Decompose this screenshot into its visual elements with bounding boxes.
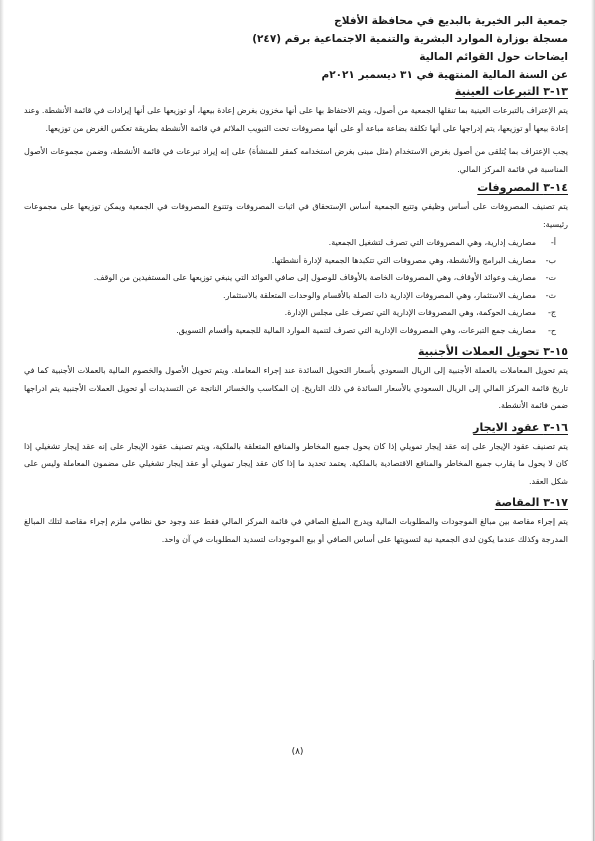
section-heading: ١٦-٣ عقود الايجار <box>473 420 568 434</box>
list-marker: ب- <box>545 255 556 265</box>
section-offsetting <box>24 494 568 548</box>
section-paragraph: يتم تصنيف عقود الإيجار على إنه عقد إيجار تمويلي إذا كان يحول جميع المخاطر والمنافع المتعلقة بالملكية، ويتم تصنيف عقود الإيجار على إنه عقد إيجار تشغيلي إذا كان لا يحول ما يقارب جميع المخاطر والمنافع الاقتصادية بالملكية. يعتمد تحديد ما إذا كان عقد إيجار تمويلي أو عقد إيجار تشغيلي على مضمون المعاملة وليس على شكل العقد. <box>24 441 568 486</box>
report-title: ايضاحات حول القوائم المالية <box>419 51 568 63</box>
page-left-edge <box>0 0 4 841</box>
list-item-text: مصاريف الحوكمة، وهي المصروفات الإدارية التي تصرف على مجلس الإدارة. <box>284 308 536 317</box>
list-item-text: مصاريف البرامج والأنشطة، وهي مصروفات التي تتكبدها الجمعية لإدارة أنشطتها. <box>271 255 536 265</box>
section-heading: ١٤-٣ المصروفات <box>477 181 568 194</box>
document-header <box>28 12 568 84</box>
list-marker: ث- <box>545 290 556 300</box>
section-heading: ١٣-٣ التبرعات العينية <box>454 85 568 98</box>
list-item <box>24 234 568 252</box>
section-paragraph: يتم تحويل المعاملات بالعملة الأجنبية إلى الريال السعودي بأسعار التحويل السائدة عند إجراء المعاملة. ويتم تحويل الأصول والخصوم المالية بالعملات الأجنبية كما في تاريخ قائمة المركز المالي إلى الريال السعودي بالأسعار السائدة في ذلك التاريخ. إن المكاسب والخسائر الناتجة عن التسديدات أو تحويل العملات الأجنبية يتم ادراجها ضمن قائمة الأنشطة. <box>24 366 568 410</box>
list-item <box>24 269 568 287</box>
expense-categories-list <box>24 234 568 339</box>
section-leases <box>24 419 568 491</box>
registration-line: مسجلة بوزارة الموارد البشرية والتنمية الاجتماعية برقم (٢٤٧) <box>252 33 568 45</box>
section-heading: ١٧-٣ المقاصة <box>494 496 568 509</box>
list-item-text: مصاريف وعوائد الأوقاف، وهي المصروفات الخاصة بالأوقاف للوصول إلى صافي العوائد التي ينبغي توزيعها على المستفيدين من الوقف. <box>93 273 536 282</box>
section-paragraph: يتم تصنيف المصروفات على أساس وظيفي وتتبع الجمعية أساس الإستحقاق في اثبات المصروفات وتتنوع المصروفات في الجمعية ويمكن توزيعها على مجموعات رئيسية: <box>24 202 568 229</box>
list-item <box>24 287 568 305</box>
list-marker: ج- <box>547 308 556 317</box>
page-number: (٨) <box>291 747 304 757</box>
document-body <box>24 83 568 548</box>
list-item-text: مصاريف جمع التبرعات، وهي المصروفات الإدارية التي تصرف لتنمية الموارد المالية للجمعية وأقسام التسويق. <box>176 325 536 335</box>
section-expenses <box>24 179 568 339</box>
section-paragraph: يتم الإعتراف بالتبرعات العينية بما تنقلها الجمعية من أصول، ويتم الاحتفاظ بها على أنها مخزون بغرض إعادة بيعها، أو توزيعها على أنها إيرادات في قائمة الأنشطة. وعند إعادة بيعها أو توزيعها، يتم إدراجها على أنها تكلفة بضاعة مباعة أو على أنها مصروفات تحت التبويب الملائم في قائمة الأنشطة بطريقة تعكس الغرض من توزيعها. <box>24 106 568 133</box>
report-period: عن السنة المالية المنتهية في ٣١ ديسمبر ٢٠٢١م <box>321 69 568 81</box>
section-in-kind-donations <box>24 83 568 178</box>
list-marker: ح- <box>547 325 556 335</box>
list-marker: ت- <box>545 273 556 282</box>
section-heading: ١٥-٣ تحويل العملات الأجنبية <box>417 345 568 358</box>
list-item <box>24 304 568 322</box>
organization-name: جمعية البر الخيرية بالبديع في محافظة الأفلاج <box>334 15 568 27</box>
list-item <box>24 322 568 340</box>
list-item-text: مصاريف إدارية، وهي المصروفات التي تصرف لتشغيل الجمعية. <box>328 238 536 247</box>
list-item <box>24 252 568 270</box>
list-marker: أ- <box>550 238 556 247</box>
section-paragraph: يجب الإعتراف بما يُتلقى من أصول بغرض الاستخدام (مثل مبنى بغرض استخدامه كمقر للمنشأة) على إنه إيراد تبرعات في قائمة الأنشطة، وضمن مجموعات الأصول المناسبة في قائمة المركز المالي. <box>24 147 568 174</box>
list-item-text: مصاريف الاستثمار، وهي المصروفات الإدارية ذات الصلة بالأقسام والوحدات المتعلقة بالاستثمار. <box>222 290 536 300</box>
section-paragraph: يتم إجراء مقاصة بين مبالغ الموجودات والمطلوبات المالية ويدرج المبلغ الصافي في قائمة المركز المالي فقط عند وجود حق نظامي ملزم إجراء مقاصة لتلك المبالغ المدرجة وكذلك عندما يكون لدى الجمعية نية لتسويتها على أساس الصافي أو بيع الموجودات لتسديد المطلوبات في آن واحد. <box>24 517 568 544</box>
section-foreign-currency <box>24 343 568 415</box>
